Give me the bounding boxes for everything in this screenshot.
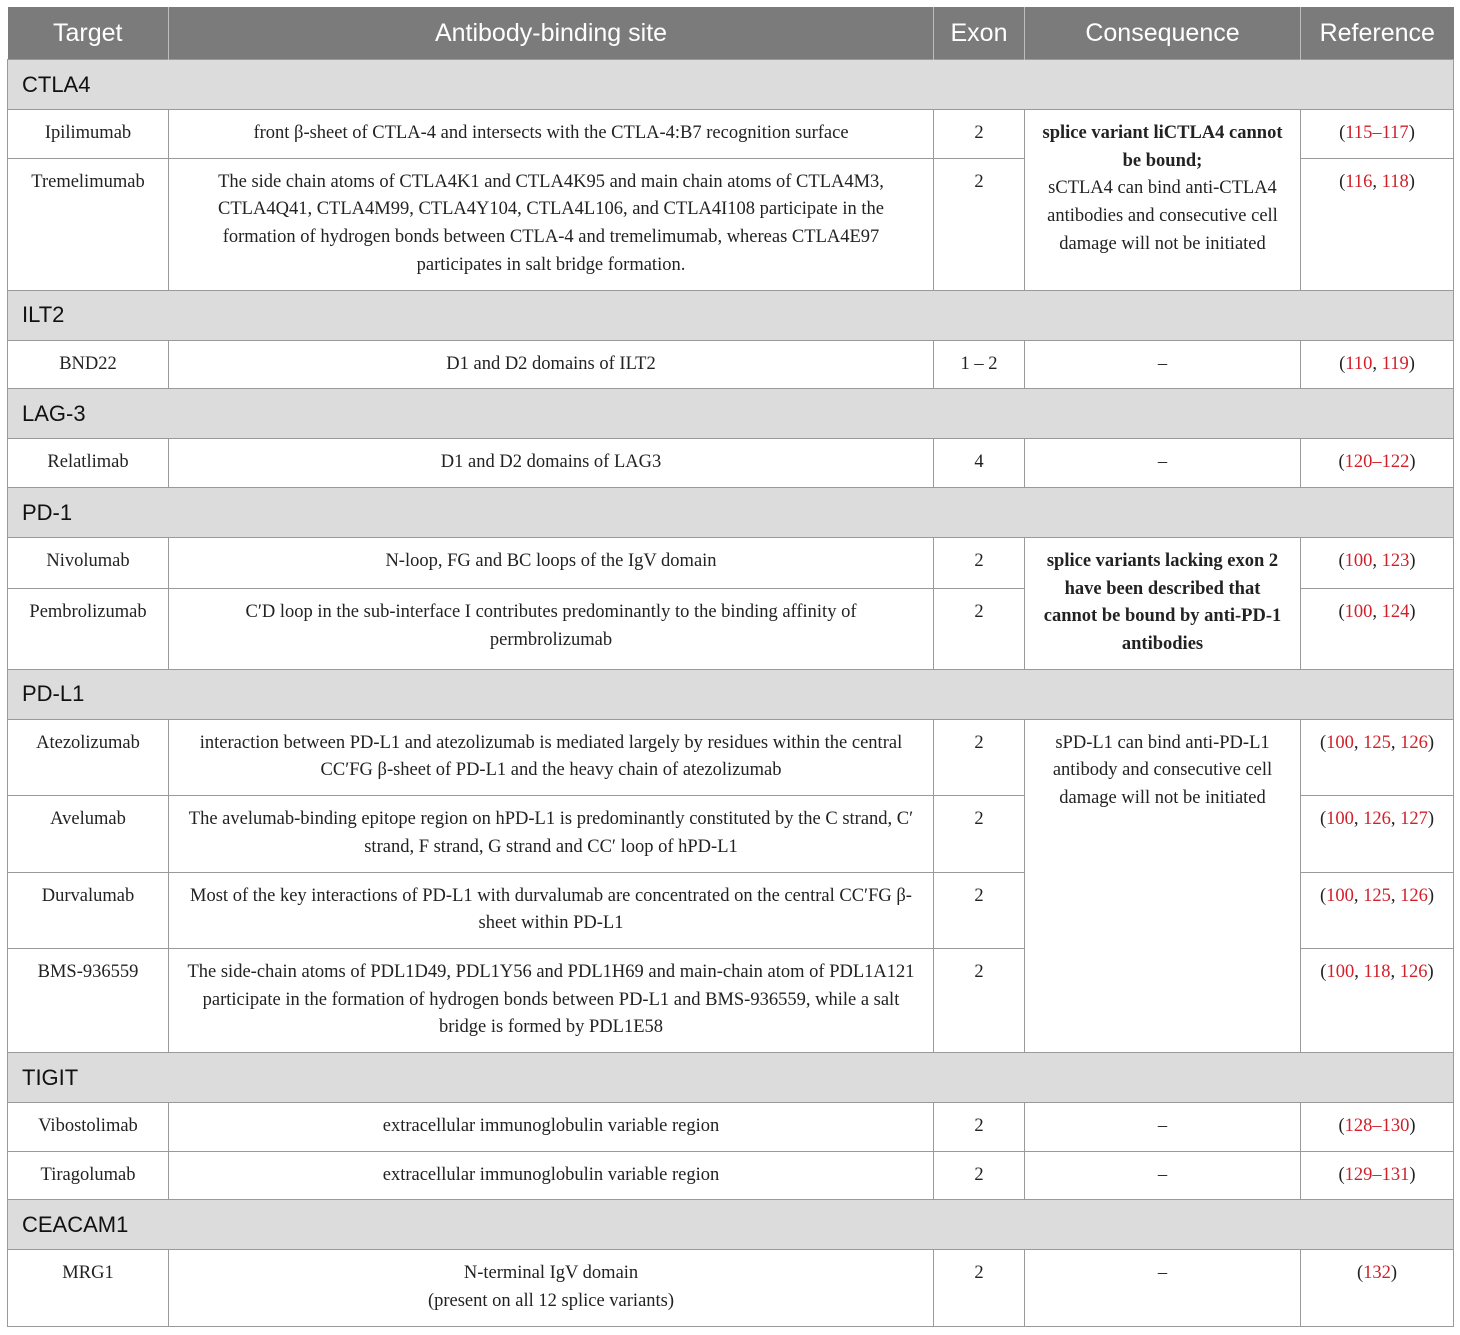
- site-cell: interaction between PD-L1 and atezolizumab is mediated largely by residues within the central CC′FG β-sheet of PD-L1 and the heavy chain of atezolizumab: [169, 719, 934, 795]
- ref-open: (: [1338, 452, 1345, 473]
- ref-close: ): [1408, 353, 1415, 374]
- reference-link[interactable]: 126: [1363, 809, 1391, 830]
- group-label: PD-L1: [8, 669, 1454, 719]
- reference-cell: [1301, 110, 1454, 159]
- reference-link[interactable]: 110: [1345, 353, 1373, 374]
- ref-close: ): [1427, 809, 1435, 830]
- ref-close: ): [1427, 961, 1434, 982]
- exon-cell: 4: [934, 439, 1025, 488]
- table-row: [8, 439, 1454, 488]
- site-cell: The side-chain atoms of PDL1D49, PDL1Y56 and PDL1H69 and main-chain atom of PDL1A121 participate in the formation of hydrogen bonds between PD-L1 and BMS-936559, while a salt bridge is formed by PDL1E58: [169, 948, 934, 1052]
- reference-link[interactable]: 125: [1363, 732, 1391, 753]
- exon-cell: 2: [934, 872, 1025, 948]
- ref-sep: ,: [1372, 353, 1382, 374]
- reference-cell: [1301, 1250, 1454, 1326]
- reference-link[interactable]: 116: [1345, 171, 1373, 192]
- ref-open: (: [1339, 123, 1346, 143]
- table-row: [8, 110, 1454, 159]
- group-label: PD-1: [8, 487, 1454, 537]
- reference-cell: [1301, 1103, 1454, 1152]
- ref-sep: ,: [1372, 171, 1382, 192]
- ref-sep: ,: [1390, 809, 1401, 830]
- exon-cell: 2: [934, 796, 1025, 872]
- group-row-pdl1: [8, 669, 1454, 719]
- table-container: [7, 7, 1453, 1327]
- table-row: [8, 719, 1454, 795]
- ref-sep: ,: [1390, 732, 1401, 753]
- target-cell: Durvalumab: [8, 872, 169, 948]
- ref-sep: ,: [1372, 550, 1382, 571]
- ref-close: ): [1408, 171, 1415, 192]
- group-row-ceacam1: [8, 1200, 1454, 1250]
- reference-link[interactable]: 124: [1381, 602, 1410, 623]
- target-cell: Avelumab: [8, 796, 169, 872]
- reference-link[interactable]: 118: [1381, 171, 1409, 192]
- reference-link[interactable]: 125: [1363, 885, 1391, 906]
- exon-cell: 2: [934, 1250, 1025, 1326]
- consequence-cell: splice variants lacking exon 2 have been described that cannot be bound by anti-PD-1 antibodies: [1025, 537, 1301, 669]
- header-site: Antibody-binding site: [169, 7, 934, 60]
- reference-link[interactable]: 127: [1400, 809, 1428, 830]
- consequence-cell: sPD-L1 can bind anti-PD-L1 antibody and consecutive cell damage will not be initiated: [1025, 719, 1301, 1052]
- ref-open: (: [1338, 1164, 1345, 1185]
- group-row-pd1: [8, 487, 1454, 537]
- table-row: [8, 1250, 1454, 1326]
- reference-link[interactable]: 120–122: [1344, 452, 1410, 473]
- reference-cell: [1301, 439, 1454, 488]
- group-row-lag3: [8, 389, 1454, 439]
- exon-cell: 2: [934, 1103, 1025, 1152]
- target-cell: BMS-936559: [8, 948, 169, 1052]
- group-label: LAG-3: [8, 389, 1454, 439]
- target-cell: Nivolumab: [8, 537, 169, 588]
- ref-sep: ,: [1390, 885, 1401, 906]
- exon-cell: 2: [934, 110, 1025, 159]
- site-cell: C′D loop in the sub-interface I contributes predominantly to the binding affinity of permbrolizumab: [169, 589, 934, 670]
- reference-link[interactable]: 118: [1363, 961, 1391, 982]
- reference-cell: [1301, 158, 1454, 290]
- target-cell: Vibostolimab: [8, 1103, 169, 1152]
- consequence-text: sCTLA4 can bind anti-CTLA4 antibodies and consecutive cell damage will not be initiated: [1047, 178, 1278, 254]
- group-row-ctla4: [8, 60, 1454, 110]
- consequence-cell: –: [1025, 1103, 1301, 1152]
- consequence-cell: –: [1025, 1250, 1301, 1326]
- ref-open: (: [1338, 1116, 1345, 1137]
- reference-link[interactable]: 128–130: [1344, 1116, 1410, 1137]
- exon-cell: 2: [934, 948, 1025, 1052]
- reference-link[interactable]: 126: [1400, 732, 1428, 753]
- table-row: [8, 537, 1454, 588]
- reference-link[interactable]: 100: [1326, 885, 1354, 906]
- ref-sep: ,: [1354, 961, 1364, 982]
- target-cell: Relatlimab: [8, 439, 169, 488]
- exon-cell: 2: [934, 719, 1025, 795]
- reference-link[interactable]: 129–131: [1344, 1164, 1410, 1185]
- ref-open: (: [1319, 732, 1327, 753]
- consequence-cell: –: [1025, 340, 1301, 389]
- reference-cell: [1301, 537, 1454, 588]
- reference-link[interactable]: 123: [1381, 550, 1410, 571]
- reference-link[interactable]: 132: [1363, 1263, 1391, 1284]
- site-line: (present on all 12 splice variants): [427, 1291, 675, 1312]
- reference-cell: [1301, 719, 1454, 795]
- target-cell: Tiragolumab: [8, 1151, 169, 1200]
- consequence-cell: –: [1025, 1151, 1301, 1200]
- reference-link[interactable]: 100: [1326, 732, 1354, 753]
- ref-sep: ,: [1372, 602, 1382, 623]
- site-cell: Most of the key interactions of PD-L1 with durvalumab are concentrated on the central CC′FG β-sheet within PD-L1: [169, 872, 934, 948]
- reference-link[interactable]: 100: [1326, 809, 1354, 830]
- reference-cell: [1301, 796, 1454, 872]
- exon-cell: 1 – 2: [934, 340, 1025, 389]
- site-cell: The avelumab-binding epitope region on hPD-L1 is predominantly constituted by the C strand, C′ strand, F strand, G strand and CC′ loop of hPD-L1: [169, 796, 934, 872]
- exon-cell: 2: [934, 158, 1025, 290]
- site-cell: extracellular immunoglobulin variable region: [169, 1103, 934, 1152]
- site-cell: D1 and D2 domains of LAG3: [169, 439, 934, 488]
- ref-close: ): [1390, 1263, 1398, 1284]
- group-label: ILT2: [8, 290, 1454, 340]
- reference-cell: [1301, 872, 1454, 948]
- exon-cell: 2: [934, 1151, 1025, 1200]
- reference-link[interactable]: 119: [1381, 353, 1409, 374]
- target-cell: Pembrolizumab: [8, 589, 169, 670]
- ref-close: ): [1409, 1164, 1416, 1185]
- reference-link[interactable]: 115–117: [1345, 123, 1409, 143]
- ref-close: ): [1409, 1116, 1416, 1137]
- header-exon: Exon: [934, 7, 1025, 60]
- ref-close: ): [1427, 885, 1435, 906]
- group-label: CEACAM1: [8, 1200, 1454, 1250]
- site-cell: [169, 1250, 934, 1326]
- ref-open: (: [1320, 961, 1327, 982]
- ref-open: (: [1319, 885, 1327, 906]
- table-row: [8, 1103, 1454, 1152]
- target-cell: Ipilimumab: [8, 110, 169, 159]
- site-cell: The side chain atoms of CTLA4K1 and CTLA4K95 and main chain atoms of CTLA4M3, CTLA4Q41, CTLA4M99, CTLA4Y104, CTLA4L106, and CTLA4I108 participate in the formation of hydrogen bonds between CTLA-4 and tremelimumab, whereas CTLA4E97 participates in salt bridge formation.: [169, 158, 934, 290]
- ref-open: (: [1338, 602, 1345, 623]
- reference-cell: [1301, 589, 1454, 670]
- ref-close: ): [1427, 732, 1435, 753]
- reference-cell: [1301, 340, 1454, 389]
- consequence-bold-text: splice variant liCTLA4 cannot be bound;: [1042, 123, 1283, 171]
- table-row: [8, 340, 1454, 389]
- ref-open: (: [1338, 550, 1345, 571]
- group-label: CTLA4: [8, 60, 1454, 110]
- reference-cell: [1301, 948, 1454, 1052]
- target-cell: MRG1: [8, 1250, 169, 1326]
- target-cell: BND22: [8, 340, 169, 389]
- reference-link[interactable]: 126: [1400, 885, 1428, 906]
- site-cell: extracellular immunoglobulin variable region: [169, 1151, 934, 1200]
- ref-sep: ,: [1390, 961, 1400, 982]
- ref-open: (: [1339, 353, 1346, 374]
- header-reference: Reference: [1301, 7, 1454, 60]
- reference-link[interactable]: 100: [1326, 961, 1355, 982]
- group-row-ilt2: [8, 290, 1454, 340]
- ref-close: ): [1409, 452, 1416, 473]
- consequence-cell: –: [1025, 439, 1301, 488]
- site-line: N-terminal IgV domain: [463, 1263, 639, 1284]
- exon-cell: 2: [934, 589, 1025, 670]
- ref-sep: ,: [1353, 809, 1364, 830]
- ref-close: ): [1409, 602, 1416, 623]
- ref-open: (: [1356, 1263, 1364, 1284]
- reference-cell: [1301, 1151, 1454, 1200]
- reference-link[interactable]: 126: [1399, 961, 1428, 982]
- reference-link[interactable]: 100: [1344, 602, 1373, 623]
- header-target: Target: [8, 7, 169, 60]
- site-cell: front β-sheet of CTLA-4 and intersects with the CTLA-4:B7 recognition surface: [169, 110, 934, 159]
- reference-link[interactable]: 100: [1344, 550, 1373, 571]
- site-cell: D1 and D2 domains of ILT2: [169, 340, 934, 389]
- ref-close: ): [1408, 123, 1415, 143]
- ref-sep: ,: [1353, 732, 1364, 753]
- ref-open: (: [1339, 171, 1346, 192]
- site-cell: N-loop, FG and BC loops of the IgV domain: [169, 537, 934, 588]
- group-row-tigit: [8, 1053, 1454, 1103]
- target-cell: Atezolizumab: [8, 719, 169, 795]
- table-row: [8, 1151, 1454, 1200]
- consequence-cell: [1025, 110, 1301, 291]
- ref-sep: ,: [1353, 885, 1364, 906]
- header-row: [8, 7, 1454, 60]
- target-cell: Tremelimumab: [8, 158, 169, 290]
- group-label: TIGIT: [8, 1053, 1454, 1103]
- ref-close: ): [1409, 550, 1416, 571]
- antibody-binding-table: [7, 7, 1454, 1327]
- header-consequence: Consequence: [1025, 7, 1301, 60]
- ref-open: (: [1319, 809, 1327, 830]
- exon-cell: 2: [934, 537, 1025, 588]
